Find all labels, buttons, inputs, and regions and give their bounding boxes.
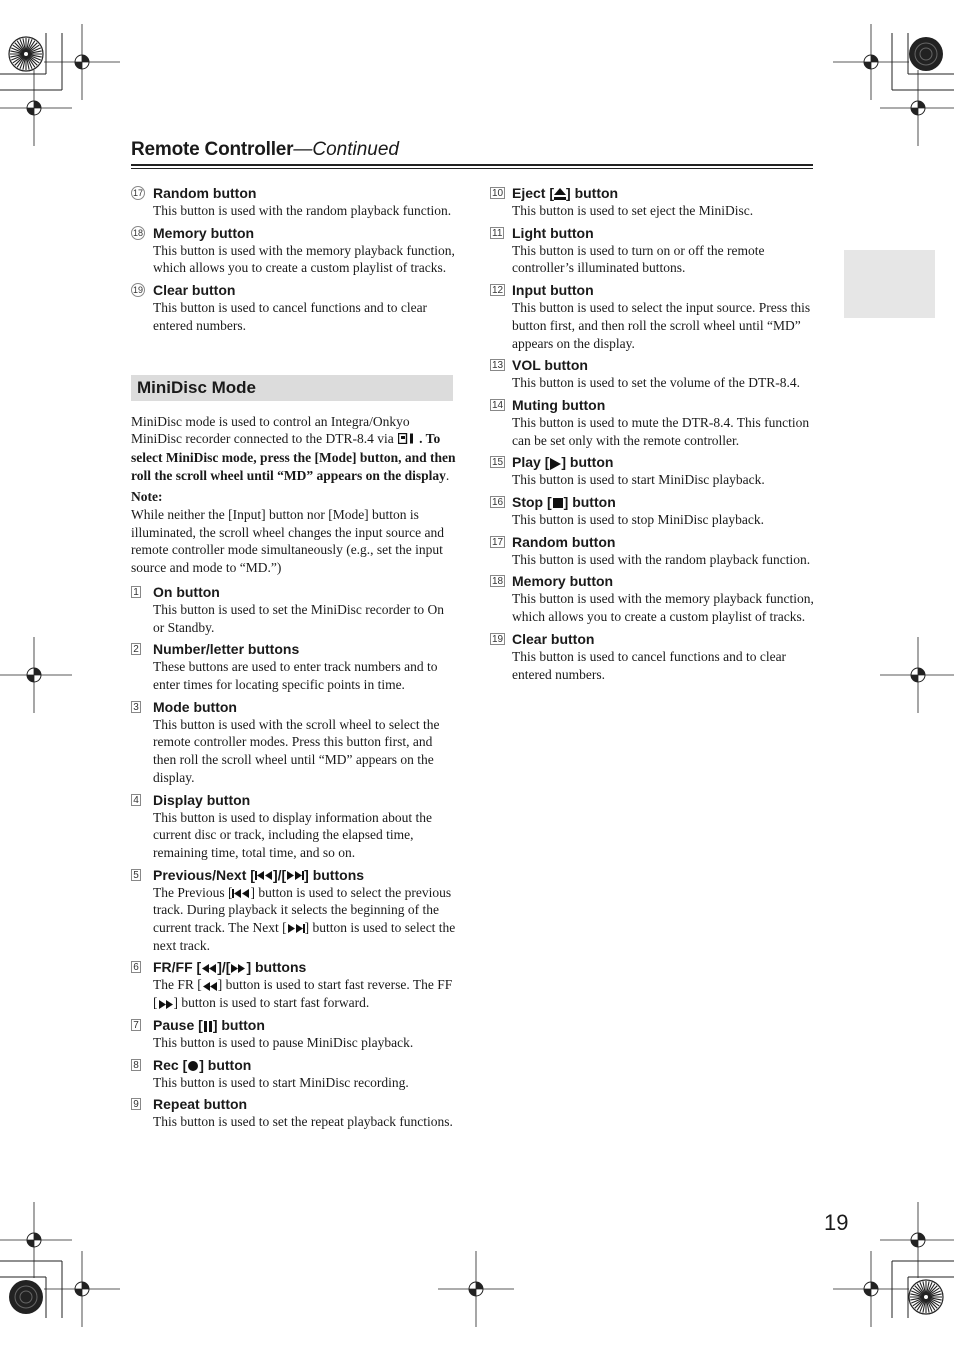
title-part: Rec [ bbox=[153, 1056, 188, 1073]
pause-icon bbox=[203, 1021, 213, 1032]
item-title: Repeat button bbox=[153, 1096, 248, 1113]
title-part: FR/FF [ bbox=[153, 959, 202, 976]
item-title: Clear button bbox=[512, 630, 595, 647]
title-part: ] button bbox=[566, 185, 619, 201]
title-part: Eject [ bbox=[512, 185, 555, 201]
item-title bbox=[153, 866, 456, 884]
list-item bbox=[131, 184, 456, 220]
right-column bbox=[490, 184, 815, 687]
list-item bbox=[131, 281, 456, 334]
item-description: These buttons are used to enter track numbers and to enter times for locating specific points in time. bbox=[153, 659, 438, 692]
title-part: Pause [ bbox=[153, 1016, 203, 1033]
header-rule bbox=[131, 164, 813, 166]
fast-reverse-icon bbox=[202, 982, 218, 991]
item-title bbox=[153, 1056, 456, 1074]
title-part: ] button bbox=[199, 1056, 252, 1073]
item-description: This button is used to set the MiniDisc recorder to On or Standby. bbox=[153, 601, 444, 635]
item-title bbox=[512, 184, 815, 202]
list-item bbox=[131, 1016, 456, 1052]
item-number: 3 bbox=[131, 701, 141, 713]
item-title: VOL button bbox=[512, 357, 588, 374]
stop-icon bbox=[552, 497, 564, 509]
eject-icon bbox=[554, 188, 566, 200]
item-number: 12 bbox=[492, 285, 504, 297]
item-number: 15 bbox=[492, 457, 504, 469]
item-title: On button bbox=[153, 583, 220, 600]
item-title: Clear button bbox=[153, 282, 236, 299]
item-title: Memory button bbox=[512, 573, 614, 590]
section-heading: MiniDisc Mode bbox=[131, 375, 453, 401]
title-part: ] button bbox=[561, 454, 614, 471]
item-title bbox=[153, 1016, 456, 1034]
item-description: This button is used to set the volume of the DTR-8.4. bbox=[512, 375, 800, 391]
item-description: This button is used to cancel functions and to clear entered numbers. bbox=[512, 648, 787, 682]
fast-forward-icon bbox=[230, 964, 246, 973]
item-description: This button is used with the random playback function. bbox=[512, 551, 811, 567]
desc-part: The FR [ bbox=[153, 977, 202, 993]
desc-part: ] button is used to start fast reverse. The FF [ bbox=[153, 977, 453, 1011]
list-item bbox=[131, 640, 456, 693]
title-part: ] buttons bbox=[246, 959, 307, 976]
item-title: Random button bbox=[512, 533, 616, 550]
item-description: This button is used to mute the DTR-8.4. This function can be set only with the remote controller. bbox=[512, 414, 810, 448]
note-text: While neither the [Input] button nor [Mode] button is illuminated, the scroll wheel changes the input source and remote controller mode simultaneously (e.g., set the input source and mode to “MD.”) bbox=[131, 507, 445, 576]
item-title: Random button bbox=[153, 185, 257, 201]
item-description: This button is used with the scroll wheel to select the remote controller modes. Press this button first, and then roll the scroll wheel until “MD” appears on the display. bbox=[153, 716, 440, 785]
intro-end: . bbox=[445, 467, 450, 483]
item-number: 19 bbox=[132, 285, 143, 296]
item-number: 17 bbox=[492, 536, 504, 548]
list-item bbox=[490, 281, 815, 352]
item-number: 10 bbox=[492, 188, 504, 199]
list-item bbox=[131, 698, 456, 787]
list-item bbox=[490, 630, 815, 683]
list-item bbox=[490, 453, 815, 489]
title-part: ]/[ bbox=[272, 866, 287, 883]
item-description: This button is used to set eject the MiniDisc. bbox=[512, 203, 754, 218]
item-description: This button is used with the random playback function. bbox=[153, 203, 452, 218]
list-item bbox=[131, 1056, 456, 1092]
item-title bbox=[512, 453, 815, 471]
skip-previous-icon bbox=[255, 871, 273, 880]
item-number: 4 bbox=[131, 794, 141, 806]
item-description bbox=[153, 884, 456, 955]
item-number: 18 bbox=[492, 576, 504, 588]
page-number: 19 bbox=[824, 1210, 849, 1235]
item-description: This button is used to set the repeat playback functions. bbox=[153, 1114, 453, 1130]
list-item bbox=[131, 791, 456, 862]
list-item bbox=[131, 583, 456, 636]
list-item bbox=[490, 356, 815, 392]
item-description bbox=[153, 976, 456, 1011]
item-title: Memory button bbox=[153, 224, 255, 241]
intro-bold-text: . To select MiniDisc mode, press the [Mode] button, and then roll the scroll wheel until “MD” appears on the display bbox=[131, 431, 456, 483]
desc-part: ] button is used to start fast forward. bbox=[173, 995, 370, 1011]
item-title: Light button bbox=[512, 224, 594, 241]
running-header bbox=[131, 139, 813, 161]
skip-next-icon bbox=[287, 924, 305, 933]
item-number: 18 bbox=[132, 227, 143, 238]
item-description: This button is used to stop MiniDisc playback. bbox=[512, 512, 764, 528]
skip-next-icon bbox=[286, 871, 304, 880]
title-part: Play [ bbox=[512, 454, 550, 471]
item-description: This button is used to display information about the current disc or track, including the elapsed time, remaining time, total time, and so on. bbox=[153, 809, 432, 860]
item-number: 17 bbox=[132, 188, 143, 198]
list-item bbox=[490, 184, 815, 220]
header-continued: —Continued bbox=[293, 139, 399, 160]
list-item bbox=[490, 224, 815, 277]
ri-logo bbox=[398, 431, 418, 449]
record-icon bbox=[187, 1060, 199, 1072]
desc-part: The Previous [ bbox=[153, 884, 233, 900]
desc-part: ] button is used to select the previous track. During playback it selects the beginning of the current track. The Next [ bbox=[153, 884, 452, 936]
list-item bbox=[131, 866, 456, 955]
list-item bbox=[490, 396, 815, 449]
intro-text: MiniDisc mode is used to control an Integra/Onkyo MiniDisc recorder connected to the DTR-8.4 via bbox=[131, 413, 410, 447]
item-title: Muting button bbox=[512, 396, 606, 413]
title-part: ]/[ bbox=[217, 959, 231, 976]
item-title bbox=[153, 958, 456, 976]
title-part: ] button bbox=[563, 494, 616, 511]
fast-forward-icon bbox=[158, 1000, 174, 1009]
item-title: Display button bbox=[153, 791, 251, 808]
item-number: 11 bbox=[492, 227, 503, 239]
item-number: 13 bbox=[492, 360, 504, 372]
header-rule-thin bbox=[131, 168, 813, 169]
title-part: Previous/Next [ bbox=[153, 866, 255, 883]
item-description: This button is used to cancel functions and to clear entered numbers. bbox=[153, 300, 428, 333]
item-number: 7 bbox=[131, 1019, 141, 1031]
item-title: Mode button bbox=[153, 698, 237, 715]
item-number: 8 bbox=[131, 1059, 141, 1071]
item-title: Number/letter buttons bbox=[153, 641, 300, 658]
fast-reverse-icon bbox=[201, 964, 217, 973]
item-description: This button is used to start MiniDisc recording. bbox=[153, 1074, 409, 1090]
item-number: 14 bbox=[492, 399, 504, 411]
item-number: 2 bbox=[131, 643, 141, 655]
item-number: 5 bbox=[131, 869, 141, 881]
list-item bbox=[131, 224, 456, 277]
skip-previous-icon bbox=[232, 889, 250, 898]
title-part: Stop [ bbox=[512, 494, 552, 511]
item-title bbox=[512, 493, 815, 511]
title-part: ] button bbox=[212, 1016, 265, 1033]
item-number: 1 bbox=[131, 586, 141, 598]
item-description: This button is used to start MiniDisc playback. bbox=[512, 472, 765, 488]
side-thumb-tab bbox=[844, 250, 935, 318]
item-description: This button is used to select the input source. Press this button first, and then roll the scroll wheel until “MD” appears on the display. bbox=[512, 300, 811, 351]
item-description: This button is used with the memory playback function, which allows you to create a custom playlist of tracks. bbox=[512, 591, 814, 625]
list-item bbox=[490, 533, 815, 569]
item-description: This button is used to turn on or off the remote controller’s illuminated buttons. bbox=[512, 242, 765, 276]
list-item bbox=[131, 1095, 456, 1131]
item-number: 16 bbox=[492, 497, 504, 509]
item-number: 9 bbox=[131, 1098, 141, 1110]
list-item bbox=[490, 493, 815, 529]
item-number: 19 bbox=[492, 633, 504, 645]
section-intro bbox=[131, 413, 456, 485]
left-column bbox=[131, 184, 456, 1135]
play-icon bbox=[549, 458, 561, 470]
note-heading: Note: bbox=[131, 489, 163, 505]
title-part: ] buttons bbox=[304, 866, 365, 883]
header-title: Remote Controller bbox=[131, 139, 294, 160]
desc-part: ] button is used to select the next track. bbox=[153, 920, 456, 953]
item-description: This button is used to pause MiniDisc playback. bbox=[153, 1034, 414, 1050]
item-number: 6 bbox=[131, 961, 141, 973]
item-title: Input button bbox=[512, 282, 594, 299]
item-description: This button is used with the memory playback function, which allows you to create a custom playlist of tracks. bbox=[153, 242, 455, 276]
list-item bbox=[131, 958, 456, 1011]
list-item bbox=[490, 572, 815, 625]
